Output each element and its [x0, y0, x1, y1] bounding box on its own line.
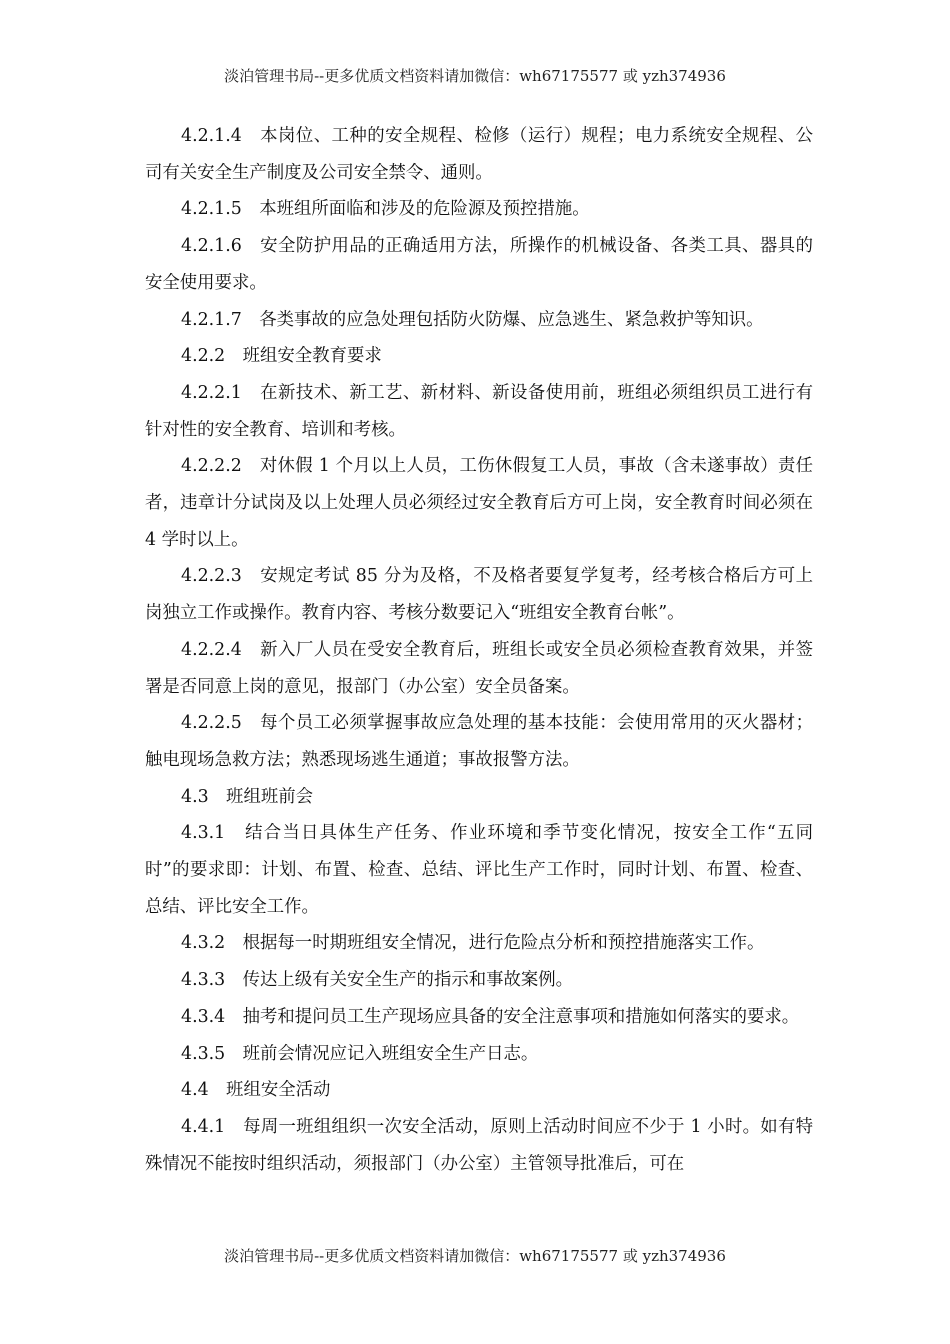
paragraph-4-2-2-1: 4.2.2.1 在新技术、新工艺、新材料、新设备使用前，班组必须组织员工进行有针对性的安全教育、培训和考核。	[145, 382, 813, 440]
paragraph-4-3-3: 4.3.3 传达上级有关安全生产的指示和事故案例。	[181, 970, 574, 991]
paragraph-4-3-2: 4.3.2 根据每一时期班组安全情况，进行危险点分析和预控措施落实工作。	[181, 933, 765, 954]
paragraph-4-4-1: 4.4.1 每周一班组组织一次安全活动，原则上活动时间应不少于 1 小时。如有特殊情况不能按时组织活动，须报部门（办公室）主管领导批准后，可在	[145, 1116, 813, 1174]
paragraph-4-3-4: 4.3.4 抽考和提问员工生产现场应具备的安全注意事项和措施如何落实的要求。	[181, 1006, 800, 1027]
paragraph-4-2-1-4: 4.2.1.4 本岗位、工种的安全规程、检修（运行）规程；电力系统安全规程、公司有关安全生产制度及公司安全禁令、通则。	[145, 126, 813, 183]
paragraph-4-2-2-3: 4.2.2.3 安规定考试 85 分为及格，不及格者要复学复考，经考核合格后方可上岗独立工作或操作。教育内容、考核分数要记入“班组安全教育台帐”。	[145, 566, 813, 624]
document-body	[145, 118, 813, 1182]
paragraph-4-2-1-5: 4.2.1.5 本班组所面临和涉及的危险源及预控措施。	[181, 199, 590, 220]
paragraph-4-2-2-4: 4.2.2.4 新入厂人员在受安全教育后，班组长或安全员必须检查教育效果，并签署是否同意上岗的意见，报部门（办公室）安全员备案。	[145, 639, 813, 697]
paragraph-4-2-1-6: 4.2.1.6 安全防护用品的正确适用方法，所操作的机械设备、各类工具、器具的安全使用要求。	[145, 236, 813, 293]
section-heading-4-4: 4.4 班组安全活动	[181, 1080, 331, 1101]
section-heading-4-2-2: 4.2.2 班组安全教育要求	[181, 346, 382, 367]
section-heading-4-3: 4.3 班组班前会	[181, 786, 314, 807]
paragraph-4-2-1-7: 4.2.1.7 各类事故的应急处理包括防火防爆、应急逃生、紧急救护等知识。	[181, 309, 764, 330]
paragraph-4-3-1: 4.3.1 结合当日具体生产任务、作业环境和季节变化情况，按安全工作“五同时”的要求即：计划、布置、检查、总结、评比生产工作时，同时计划、布置、检查、总结、评比安全工作。	[145, 823, 813, 917]
paragraph-4-2-2-2: 4.2.2.2 对休假 1 个月以上人员，工伤休假复工人员，事故（含未遂事故）责任者，违章计分试岗及以上处理人员必须经过安全教育后方可上岗，安全教育时间必须在 4 学时以上。	[145, 456, 813, 550]
paragraph-4-2-2-5: 4.2.2.5 每个员工必须掌握事故应急处理的基本技能：会使用常用的灭火器材；触电现场急救方法；熟悉现场逃生通道；事故报警方法。	[145, 713, 813, 770]
paragraph-4-3-5: 4.3.5 班前会情况应记入班组安全生产日志。	[181, 1043, 539, 1064]
page-header: 淡泊管理书局--更多优质文档资料请加微信：wh67175577 或 yzh374936	[224, 67, 726, 85]
page-footer: 淡泊管理书局--更多优质文档资料请加微信：wh67175577 或 yzh374936	[224, 1247, 726, 1265]
